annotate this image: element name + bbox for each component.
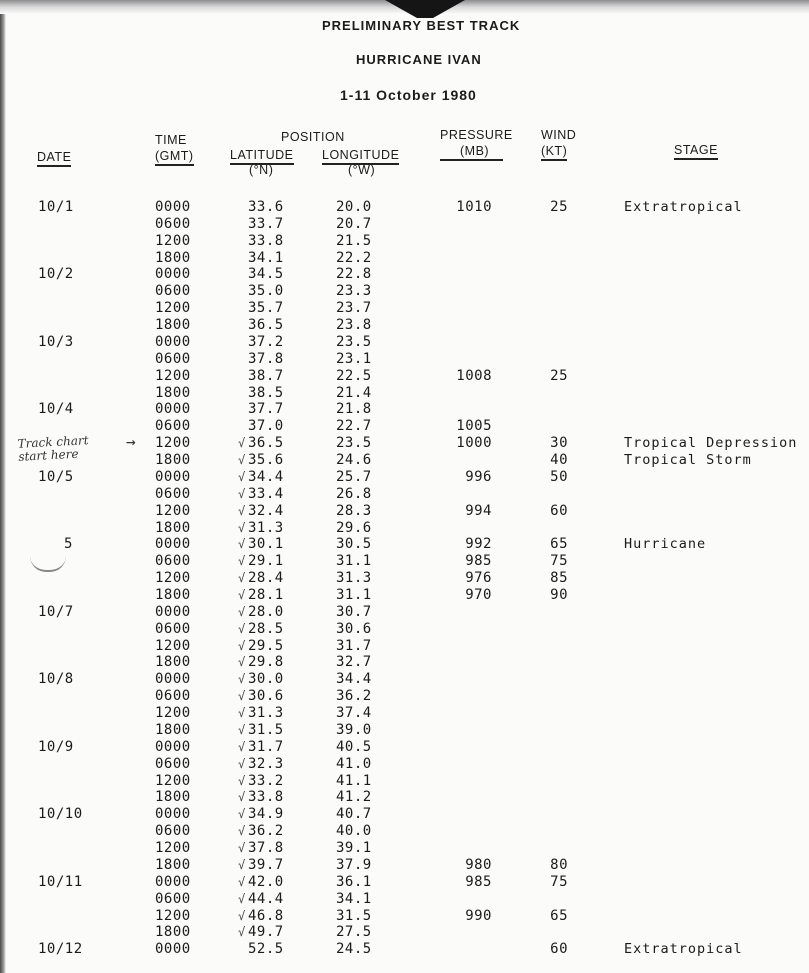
cell-lat: 30.1 (248, 536, 284, 553)
table-row (0, 250, 809, 267)
cell-time: 1800 (155, 249, 191, 266)
cell-time: 0000 (155, 199, 191, 215)
cell-lon: 23.5 (336, 333, 372, 350)
storm-name: HURRICANE IVAN (356, 52, 482, 67)
cell-lon: 37.9 (336, 856, 372, 873)
cell-lat: 30.0 (248, 671, 284, 688)
check-mark-icon: √ (238, 841, 246, 856)
cell-pressure: 1010 (456, 199, 492, 215)
table-row (0, 216, 809, 233)
table-row (0, 199, 809, 216)
cell-lat: 32.3 (248, 755, 284, 772)
cell-wind: 75 (550, 873, 568, 890)
cell-time: 0600 (155, 553, 191, 570)
cell-time: 1800 (155, 519, 191, 536)
cell-lat: 37.0 (248, 418, 284, 435)
table-row (0, 452, 809, 469)
cell-date: 10/5 (38, 468, 74, 485)
cell-lon: 32.7 (336, 654, 372, 671)
cell-lon: 24.5 (336, 941, 372, 958)
header-date: DATE (37, 150, 71, 167)
cell-date: 10/4 (38, 401, 74, 418)
cell-time: 0000 (155, 873, 191, 890)
cell-lon: 24.6 (336, 452, 372, 469)
cell-lon: 41.0 (336, 755, 372, 772)
cell-lat: 35.6 (248, 452, 284, 469)
cell-lon: 22.8 (336, 266, 372, 283)
check-mark-icon: √ (238, 672, 246, 687)
cell-lon: 20.7 (336, 215, 372, 232)
cell-time: 1800 (155, 317, 191, 334)
header-position: POSITION (281, 130, 345, 144)
cell-lat: 38.5 (248, 384, 284, 401)
cell-lon: 34.1 (336, 890, 372, 907)
table-row (0, 317, 809, 334)
header-stage: STAGE (674, 143, 718, 160)
table-row (0, 401, 809, 418)
cell-wind: 30 (550, 435, 568, 452)
cell-pressure: 996 (465, 468, 492, 485)
cell-lon: 21.5 (336, 232, 372, 249)
cell-date: 5 (64, 536, 73, 553)
cell-time: 1200 (155, 840, 191, 857)
cell-time: 1800 (155, 856, 191, 873)
date-range: 1-11 October 1980 (340, 87, 477, 103)
cell-stage: Tropical Depression (624, 435, 798, 452)
header-pressure: PRESSURE (440, 128, 513, 142)
cell-lat: 31.5 (248, 721, 284, 738)
cell-time: 0600 (155, 283, 191, 300)
cell-lat: 42.0 (248, 873, 284, 890)
cell-time: 0000 (155, 333, 191, 350)
header-wind: WIND (541, 128, 577, 142)
cell-lon: 21.8 (336, 401, 372, 418)
table-row (0, 739, 809, 756)
cell-time: 0000 (155, 536, 191, 553)
cell-wind: 60 (550, 941, 568, 958)
cell-lon: 31.3 (336, 570, 372, 587)
cell-date: 10/10 (38, 806, 83, 823)
cell-lat: 33.4 (248, 485, 284, 502)
table-row (0, 385, 809, 402)
cell-lon: 36.1 (336, 873, 372, 890)
cell-time: 0000 (155, 806, 191, 823)
cell-time: 1800 (155, 384, 191, 401)
cell-pressure: 1005 (456, 418, 492, 435)
table-row (0, 334, 809, 351)
cell-lon: 34.4 (336, 671, 372, 688)
check-mark-icon: √ (238, 453, 246, 468)
header-wind-unit: (KT) (541, 144, 567, 161)
header-longitude-unit: (°W) (348, 163, 376, 177)
cell-lat: 37.7 (248, 401, 284, 418)
cell-lon: 40.7 (336, 806, 372, 823)
cell-lat: 29.8 (248, 654, 284, 671)
cell-lat: 36.5 (248, 317, 284, 334)
cell-time: 0600 (155, 620, 191, 637)
document-title: PRELIMINARY BEST TRACK (322, 18, 521, 33)
cell-lat: 35.0 (248, 283, 284, 300)
cell-pressure: 992 (465, 536, 492, 553)
cell-lat: 28.5 (248, 620, 284, 637)
check-mark-icon: √ (238, 571, 246, 586)
cell-wind: 50 (550, 468, 568, 485)
cell-date: 10/12 (38, 941, 83, 958)
table-row (0, 266, 809, 283)
cell-time: 0600 (155, 350, 191, 367)
cell-lat: 38.7 (248, 367, 284, 384)
cell-time: 0000 (155, 738, 191, 755)
cell-pressure: 1000 (456, 435, 492, 452)
cell-wind: 25 (550, 199, 568, 215)
cell-lat: 34.1 (248, 249, 284, 266)
cell-lat: 36.5 (248, 435, 284, 452)
table-row (0, 503, 809, 520)
cell-time: 1200 (155, 907, 191, 924)
cell-pressure: 985 (465, 873, 492, 890)
cell-lon: 22.7 (336, 418, 372, 435)
cell-time: 1800 (155, 789, 191, 806)
table-row (0, 520, 809, 537)
table-row (0, 671, 809, 688)
cell-time: 0000 (155, 468, 191, 485)
cell-wind: 40 (550, 452, 568, 469)
cell-time: 0600 (155, 890, 191, 907)
cell-lon: 31.1 (336, 553, 372, 570)
cell-lon: 30.7 (336, 603, 372, 620)
table-row (0, 874, 809, 891)
cell-time: 0600 (155, 418, 191, 435)
cell-lat: 34.4 (248, 468, 284, 485)
check-mark-icon: √ (238, 706, 246, 721)
cell-time: 1800 (155, 924, 191, 941)
cell-lon: 39.1 (336, 840, 372, 857)
cell-stage: Extratropical (624, 199, 743, 215)
cell-pressure: 970 (465, 587, 492, 603)
cell-wind: 60 (550, 502, 568, 519)
cell-wind: 75 (550, 553, 568, 570)
table-row (0, 688, 809, 705)
check-mark-icon: √ (238, 689, 246, 704)
cell-lat: 33.8 (248, 232, 284, 249)
check-mark-icon: √ (238, 874, 246, 889)
cell-lon: 25.7 (336, 468, 372, 485)
check-mark-icon: √ (238, 604, 246, 619)
cell-lon: 31.1 (336, 587, 372, 603)
cell-lon: 21.4 (336, 384, 372, 401)
cell-lat: 33.8 (248, 789, 284, 806)
cell-lon: 23.1 (336, 350, 372, 367)
header-longitude: LONGITUDE (322, 148, 399, 165)
cell-pressure: 994 (465, 502, 492, 519)
cell-lat: 32.4 (248, 502, 284, 519)
check-mark-icon: √ (238, 469, 246, 484)
header-latitude: LATITUDE (230, 148, 294, 165)
cell-lon: 27.5 (336, 924, 372, 941)
cell-date: 10/9 (38, 738, 74, 755)
table-row (0, 418, 809, 435)
cell-lon: 36.2 (336, 688, 372, 705)
cell-wind: 25 (550, 367, 568, 384)
check-mark-icon: √ (238, 891, 246, 906)
cell-stage: Tropical Storm (624, 452, 752, 469)
cell-stage: Extratropical (624, 941, 743, 958)
cell-lat: 31.3 (248, 519, 284, 536)
cell-lat: 30.6 (248, 688, 284, 705)
cell-lat: 28.4 (248, 570, 284, 587)
cell-lon: 26.8 (336, 485, 372, 502)
cell-lon: 22.5 (336, 367, 372, 384)
cell-lon: 22.2 (336, 249, 372, 266)
cell-date: 10/8 (38, 671, 74, 688)
cell-lat: 33.2 (248, 772, 284, 789)
cell-time: 0000 (155, 266, 191, 283)
check-mark-icon: √ (238, 486, 246, 501)
cell-lat: 46.8 (248, 907, 284, 924)
header-time: TIME (155, 133, 187, 147)
cell-lat: 37.8 (248, 350, 284, 367)
cell-wind: 65 (550, 536, 568, 553)
cell-time: 1800 (155, 587, 191, 603)
cell-lon: 29.6 (336, 519, 372, 536)
table-row (0, 654, 809, 671)
check-mark-icon: √ (238, 655, 246, 670)
table-row (0, 283, 809, 300)
cell-wind: 65 (550, 907, 568, 924)
cell-lon: 31.5 (336, 907, 372, 924)
table-row (0, 823, 809, 840)
table-row (0, 924, 809, 941)
cell-lat: 29.5 (248, 637, 284, 654)
table-row (0, 604, 809, 621)
cell-lat: 34.5 (248, 266, 284, 283)
cell-date: 10/3 (38, 333, 74, 350)
cell-lat: 37.2 (248, 333, 284, 350)
cell-time: 1800 (155, 721, 191, 738)
cell-lon: 30.5 (336, 536, 372, 553)
table-row (0, 806, 809, 823)
cell-time: 1800 (155, 452, 191, 469)
cell-time: 0600 (155, 755, 191, 772)
cell-date: 10/1 (38, 199, 74, 215)
cell-time: 1200 (155, 502, 191, 519)
table-row (0, 233, 809, 250)
cell-lat: 31.3 (248, 705, 284, 722)
cell-lat: 29.1 (248, 553, 284, 570)
cell-lat: 28.1 (248, 587, 284, 603)
cell-wind: 90 (550, 587, 568, 603)
cell-lon: 23.5 (336, 435, 372, 452)
cell-time: 1200 (155, 637, 191, 654)
cell-lat: 33.6 (248, 199, 284, 215)
cell-time: 1200 (155, 300, 191, 317)
cell-wind: 80 (550, 856, 568, 873)
table-row (0, 891, 809, 908)
check-mark-icon: √ (238, 588, 246, 602)
check-mark-icon: √ (238, 756, 246, 771)
check-mark-icon: √ (238, 857, 246, 872)
table-row (0, 756, 809, 773)
cell-pressure: 1008 (456, 367, 492, 384)
check-mark-icon: √ (238, 824, 246, 839)
cell-lat: 31.7 (248, 738, 284, 755)
table-row (0, 486, 809, 503)
handwritten-note: Track chart start here (17, 433, 89, 464)
check-mark-icon: √ (238, 790, 246, 805)
cell-time: 0600 (155, 485, 191, 502)
cell-time: 1200 (155, 772, 191, 789)
table-row (0, 705, 809, 722)
cell-lat: 36.2 (248, 823, 284, 840)
table-row (0, 789, 809, 806)
check-mark-icon: √ (238, 554, 246, 569)
cell-date: 10/11 (38, 873, 83, 890)
cell-pressure: 990 (465, 907, 492, 924)
check-mark-icon: √ (238, 638, 246, 653)
table-row (0, 570, 809, 587)
check-mark-icon: √ (238, 739, 246, 754)
cell-time: 0000 (155, 401, 191, 418)
cell-lon: 40.0 (336, 823, 372, 840)
cell-lon: 41.1 (336, 772, 372, 789)
check-mark-icon: √ (238, 807, 246, 822)
cell-lat: 39.7 (248, 856, 284, 873)
cell-wind: 85 (550, 570, 568, 587)
table-row (0, 300, 809, 317)
cell-time: 0600 (155, 823, 191, 840)
cell-lat: 49.7 (248, 924, 284, 941)
cell-lat: 52.5 (248, 941, 284, 958)
cell-lon: 40.5 (336, 738, 372, 755)
table-row (0, 368, 809, 385)
table-row (0, 351, 809, 368)
cell-time: 0600 (155, 215, 191, 232)
table-row (0, 773, 809, 790)
header-time-unit: (GMT) (155, 149, 194, 166)
table-row (0, 435, 809, 452)
table-row (0, 536, 809, 553)
cell-time: 1200 (155, 570, 191, 587)
cell-lat: 33.7 (248, 215, 284, 232)
cell-lon: 23.3 (336, 283, 372, 300)
check-mark-icon: √ (238, 621, 246, 636)
cell-stage: Hurricane (624, 536, 707, 553)
check-mark-icon: √ (238, 537, 246, 552)
cell-lat: 37.8 (248, 840, 284, 857)
cell-lon: 31.7 (336, 637, 372, 654)
table-row (0, 941, 809, 958)
table-row (0, 621, 809, 638)
cell-pressure: 976 (465, 570, 492, 587)
check-mark-icon: √ (238, 520, 246, 535)
cell-lon: 23.8 (336, 317, 372, 334)
cell-lat: 28.0 (248, 603, 284, 620)
table-row (0, 469, 809, 486)
cell-time: 0000 (155, 671, 191, 688)
cell-time: 1200 (155, 705, 191, 722)
cell-lon: 39.0 (336, 721, 372, 738)
cell-time: 1200 (155, 435, 191, 452)
table-row (0, 908, 809, 925)
cell-lat: 35.7 (248, 300, 284, 317)
cell-lon: 20.0 (336, 199, 372, 215)
table-row (0, 857, 809, 874)
table-row (0, 638, 809, 655)
cell-lat: 34.9 (248, 806, 284, 823)
cell-lon: 23.7 (336, 300, 372, 317)
table-row (0, 722, 809, 739)
table-row (0, 587, 809, 604)
check-mark-icon: √ (238, 722, 246, 737)
cell-time: 1800 (155, 654, 191, 671)
arrow-icon: → (126, 432, 137, 451)
cell-lon: 30.6 (336, 620, 372, 637)
cell-lat: 44.4 (248, 890, 284, 907)
cell-time: 0000 (155, 941, 191, 958)
cell-lon: 41.2 (336, 789, 372, 806)
header-pressure-unit: (MB) (440, 144, 503, 161)
cell-date: 10/7 (38, 603, 74, 620)
check-mark-icon: √ (238, 908, 246, 923)
check-mark-icon: √ (238, 436, 246, 451)
header-latitude-unit: (°N) (249, 163, 274, 177)
cell-lon: 37.4 (336, 705, 372, 722)
cell-pressure: 985 (465, 553, 492, 570)
cell-date: 10/2 (38, 266, 74, 283)
cell-time: 1200 (155, 232, 191, 249)
cell-time: 1200 (155, 367, 191, 384)
cell-time: 0000 (155, 603, 191, 620)
check-mark-icon: √ (238, 925, 246, 940)
cell-time: 0600 (155, 688, 191, 705)
table-row (0, 840, 809, 857)
check-mark-icon: √ (238, 503, 246, 518)
cell-lon: 28.3 (336, 502, 372, 519)
cell-pressure: 980 (465, 856, 492, 873)
check-mark-icon: √ (238, 773, 246, 788)
table-row (0, 553, 809, 570)
